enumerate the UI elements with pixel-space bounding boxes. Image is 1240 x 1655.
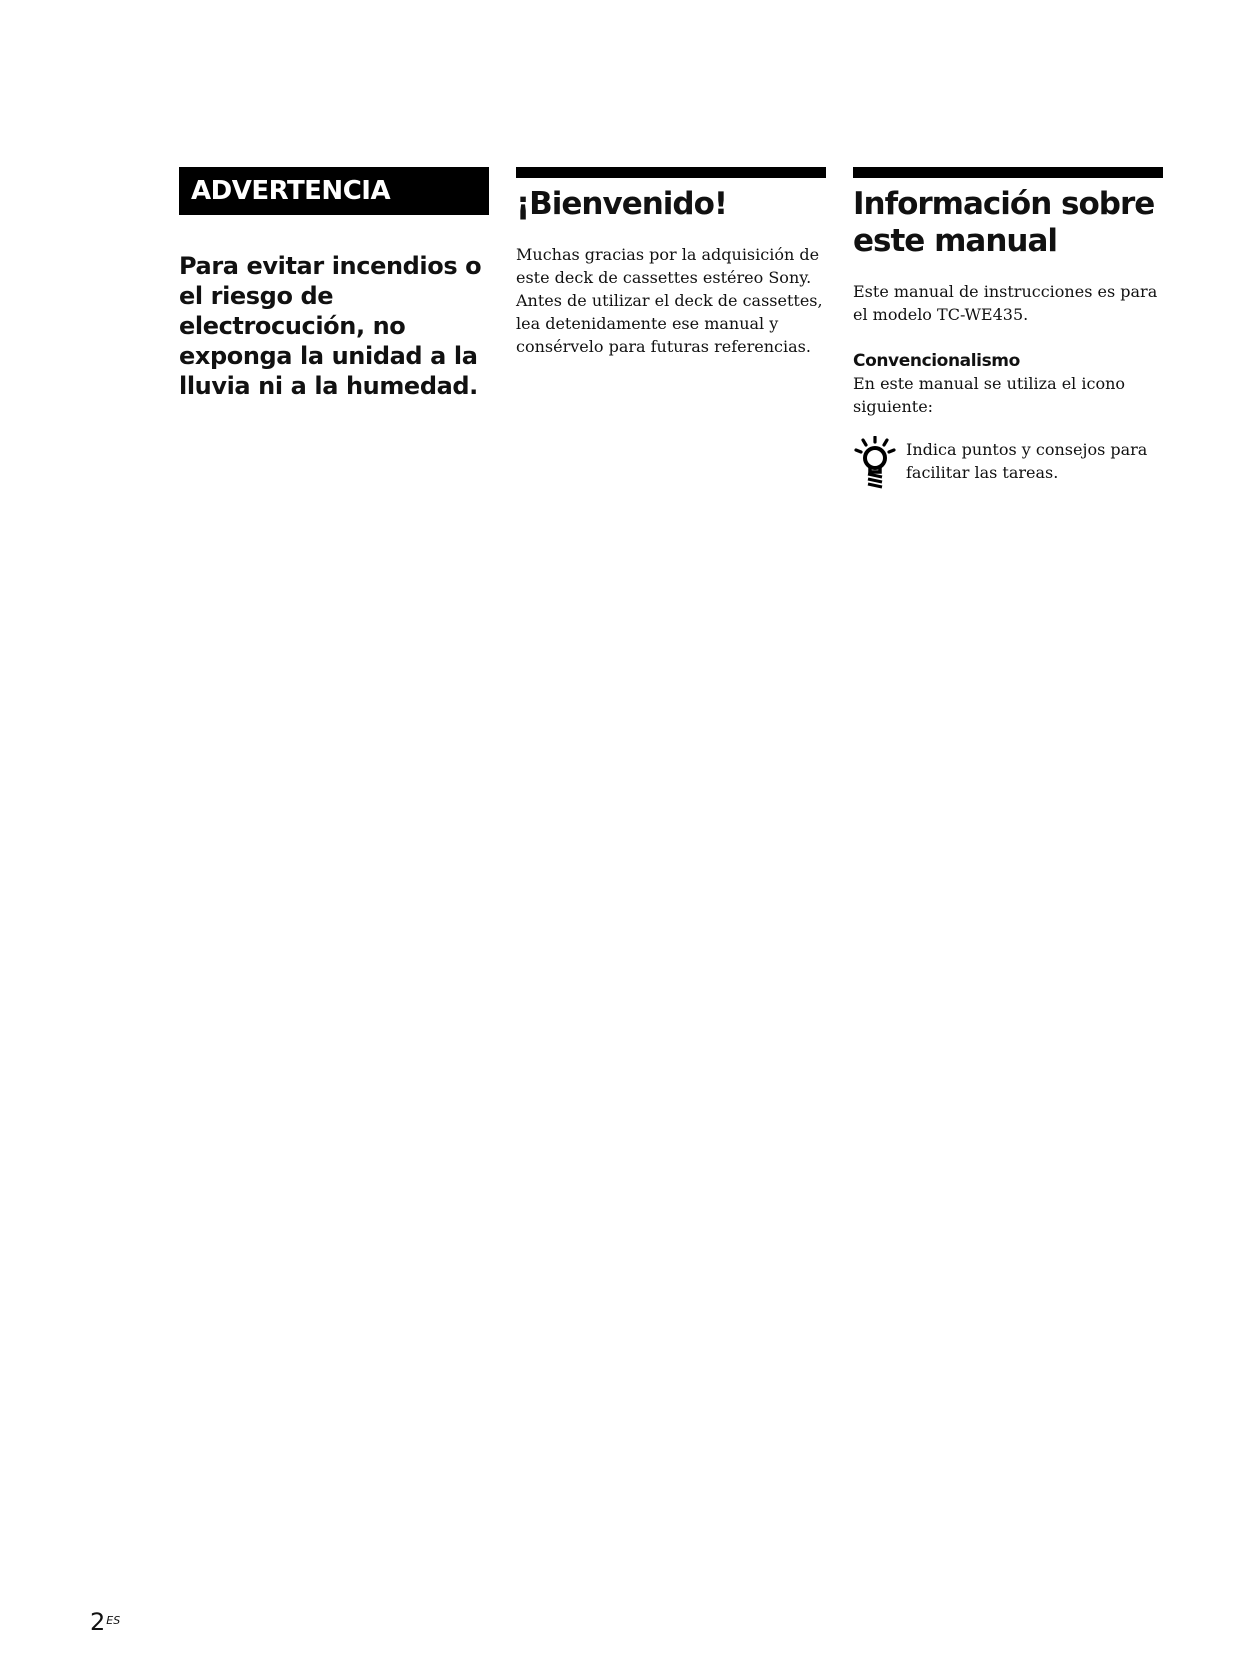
page-number-value: 2	[90, 1608, 106, 1636]
page-number	[90, 1607, 120, 1637]
lightbulb-icon	[853, 436, 897, 490]
warning-title: ADVERTENCIA	[179, 167, 489, 215]
warning-column	[179, 167, 489, 401]
convention-title: Convencionalismo	[853, 351, 1020, 371]
welcome-title: ¡Bienvenido!	[516, 186, 728, 222]
about-title: Información sobre este manual	[853, 186, 1155, 259]
convention-text: En este manual se utiliza el icono siguiente:	[853, 374, 1126, 416]
about-text: Este manual de instrucciones es para el modelo TC-WE435.	[853, 282, 1158, 324]
warning-text: Para evitar incendios o el riesgo de electrocución, no exponga la unidad a la lluvia ni a la humedad.	[179, 252, 482, 400]
welcome-text: Muchas gracias por la adquisición de este deck de cassettes estéreo Sony. Antes de utilizar el deck de cassettes, lea detenidamente ese manual y consérvelo para futuras referencias.	[516, 245, 823, 356]
welcome-column	[516, 167, 826, 358]
about-column	[853, 167, 1163, 490]
section-rule	[853, 167, 1163, 178]
section-rule	[516, 167, 826, 178]
page-language-suffix: ES	[106, 1614, 121, 1627]
tip-note	[853, 438, 1163, 490]
tip-text: Indica puntos y consejos para facilitar las tareas.	[906, 440, 1148, 482]
